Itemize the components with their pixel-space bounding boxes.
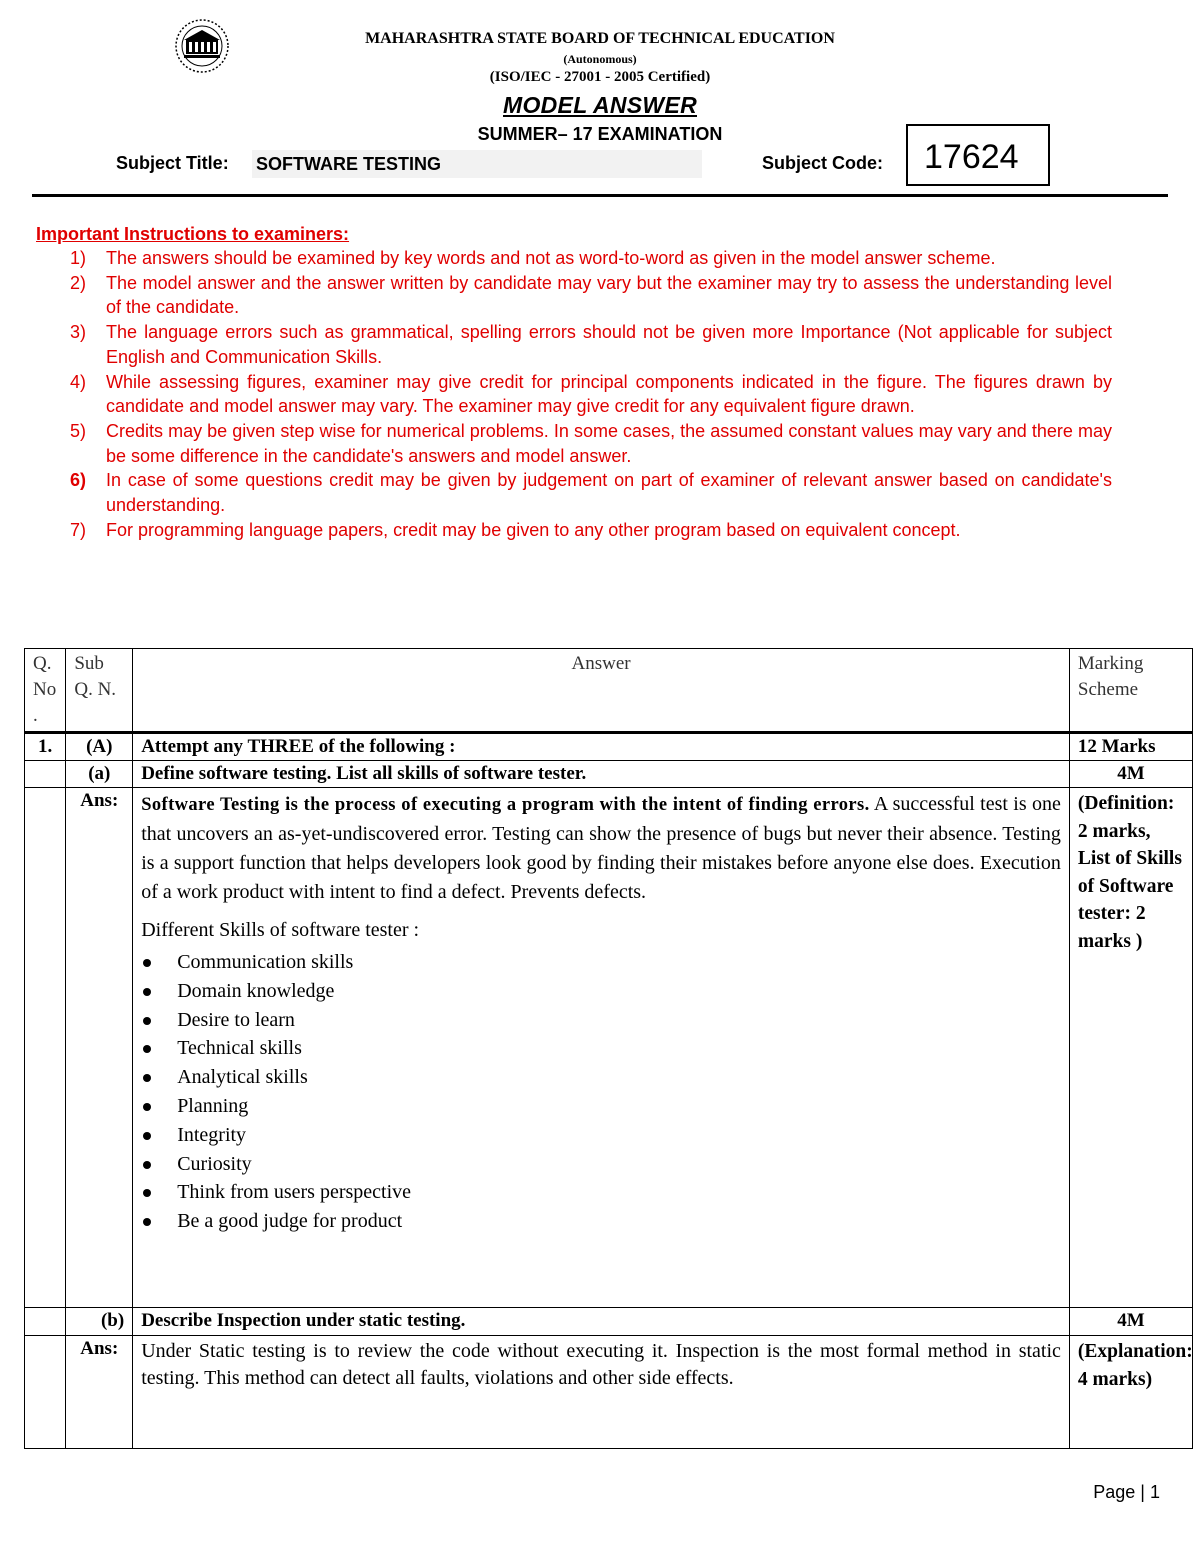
bullet-icon [143, 1045, 151, 1053]
subject-code-label: Subject Code: [762, 153, 884, 173]
instruction-number: 2) [70, 272, 87, 293]
header-marking: Marking Scheme [1069, 649, 1192, 733]
exam-name: SUMMER– 17 EXAMINATION [477, 124, 723, 144]
question-text: Attempt any THREE of the following : [133, 733, 1070, 761]
answer-cell [133, 1336, 1070, 1449]
subject-code-value: 17624 [906, 124, 1050, 186]
instructions-list [60, 246, 1112, 542]
instruction-text: The model answer and the answer written by candidate may vary but the examiner may try to assess the understanding level of the candidate. [106, 272, 1112, 318]
board-name: MAHARASHTRA STATE BOARD OF TECHNICAL EDUCATION [365, 30, 835, 47]
empty-cell [25, 1308, 66, 1336]
answer-explanation: A successful test is one that uncovers an as-yet-undiscovered error. Testing can show the presence of bugs but never their absence. Testing is a support function that helps developers look good by finding their mistakes before anyone else does. Execution of a work product with intent to find a defect. Prevents defects. [141, 793, 1061, 903]
instructions-title: Important Instructions to examiners: [36, 224, 350, 244]
table-row [25, 1308, 1193, 1336]
skill-text: Curiosity [177, 1152, 252, 1175]
empty-cell [25, 761, 66, 788]
sub-question: (A) [66, 733, 133, 761]
bullet-icon [143, 1218, 151, 1226]
skill-text: Be a good judge for product [177, 1210, 403, 1233]
instruction-number: 6) [70, 470, 87, 491]
table-row [25, 761, 1193, 788]
instruction-item [60, 518, 1112, 543]
skill-text: Think from users perspective [177, 1181, 412, 1204]
question-number: 1. [25, 733, 66, 761]
instruction-text: Credits may be given step wise for numerical problems. In some cases, the assumed constant values may vary and there may be some difference in the candidate's answers and model answer. [106, 420, 1112, 466]
bullet-icon [143, 1189, 151, 1197]
header-qno: Q. No . [25, 649, 66, 733]
instruction-text: The answers should be examined by key words and not as word-to-word as given in the model answer scheme. [106, 248, 996, 268]
skills-heading: Different Skills of software tester : [141, 919, 420, 941]
question-text: Describe Inspection under static testing. [133, 1308, 1070, 1336]
empty-cell [25, 788, 66, 1308]
skill-text: Integrity [177, 1123, 247, 1146]
skill-text: Desire to learn [177, 1008, 295, 1031]
instruction-text: While assessing figures, examiner may give credit for principal components indicated in the figure. The figures drawn by candidate and model answer may vary. The examiner may give credit for any equivalent figure drawn. [106, 371, 1112, 417]
bullet-icon [143, 1132, 151, 1140]
sub-question: (a) [66, 761, 133, 788]
header-subq: Sub Q. N. [66, 649, 133, 733]
subject-title-value: SOFTWARE TESTING [252, 150, 702, 178]
answer-label: Ans: [66, 1336, 133, 1449]
bullet-icon [143, 1074, 151, 1082]
skill-text: Technical skills [177, 1037, 302, 1060]
table-row [25, 733, 1193, 761]
marks: 4M [1069, 1308, 1192, 1336]
list-item [177, 1092, 1061, 1121]
bullet-icon [143, 1103, 151, 1111]
header-answer: Answer [133, 649, 1070, 733]
bullet-icon [143, 959, 151, 967]
instruction-item [60, 271, 1112, 320]
autonomous-label: (Autonomous) [563, 52, 637, 66]
sub-question: (b) [66, 1308, 133, 1336]
empty-cell [25, 1336, 66, 1449]
list-item [177, 948, 1061, 977]
instruction-item [60, 419, 1112, 468]
list-item [177, 1121, 1061, 1150]
marks: 4M [1069, 761, 1192, 788]
marking-scheme: (Definition: 2 marks, List of Skills of Software tester: 2 marks ) [1069, 788, 1192, 1308]
skill-text: Planning [177, 1094, 249, 1117]
marking-scheme: (Explanation: 4 marks) [1069, 1336, 1192, 1449]
instruction-item [60, 320, 1112, 369]
skill-text: Domain knowledge [177, 979, 335, 1002]
skill-text: Communication skills [177, 951, 354, 973]
list-item [177, 1034, 1061, 1063]
answer-paragraph [141, 790, 1061, 907]
marks: 12 Marks [1069, 733, 1192, 761]
instruction-number: 3) [70, 322, 87, 343]
answer-table [24, 648, 1193, 1449]
instruction-item [60, 468, 1112, 517]
subject-title-label: Subject Title: [116, 153, 229, 173]
instruction-text: In case of some questions credit may be given by judgement on part of examiner of relevant answer based on candidate's understanding. [106, 470, 1112, 516]
table-row [25, 1336, 1193, 1449]
answer-definition: Software Testing is the process of executing a program with the intent of finding errors. [141, 795, 870, 815]
list-item [177, 1207, 1061, 1236]
table-header-row [25, 649, 1193, 733]
instruction-number: 4) [70, 371, 87, 392]
certification-label: (ISO/IEC - 27001 - 2005 Certified) [489, 69, 711, 85]
bullet-icon [143, 1017, 151, 1025]
list-item [177, 1006, 1061, 1035]
skill-text: Analytical skills [177, 1066, 308, 1089]
instruction-number: 5) [70, 420, 87, 441]
instruction-item [60, 246, 1112, 271]
header-divider [32, 194, 1168, 197]
list-item [177, 977, 1061, 1006]
instruction-item [60, 370, 1112, 419]
list-item [177, 1178, 1061, 1207]
instruction-number: 1) [70, 248, 87, 268]
question-text: Define software testing. List all skills of software tester. [133, 761, 1070, 788]
skills-list [141, 948, 1061, 1236]
bullet-icon [143, 988, 151, 996]
instruction-text: For programming language papers, credit may be given to any other program based on equivalent concept. [106, 519, 961, 540]
answer-paragraph: Under Static testing is to review the code without executing it. Inspection is the most formal method in static testing. This method can detect all faults, violations and other side effects. [141, 1340, 1061, 1389]
answer-label: Ans: [66, 788, 133, 1308]
list-item [177, 1063, 1061, 1092]
answer-cell [133, 788, 1070, 1308]
page-number: Page | 1 [1093, 1482, 1160, 1502]
table-row [25, 788, 1193, 1308]
document-title: MODEL ANSWER [503, 92, 697, 118]
instruction-number: 7) [70, 519, 87, 540]
bullet-icon [143, 1161, 151, 1169]
instruction-text: The language errors such as grammatical, spelling errors should not be given more Importance (Not applicable for subject English and Communication Skills. [106, 322, 1112, 367]
list-item [177, 1150, 1061, 1179]
